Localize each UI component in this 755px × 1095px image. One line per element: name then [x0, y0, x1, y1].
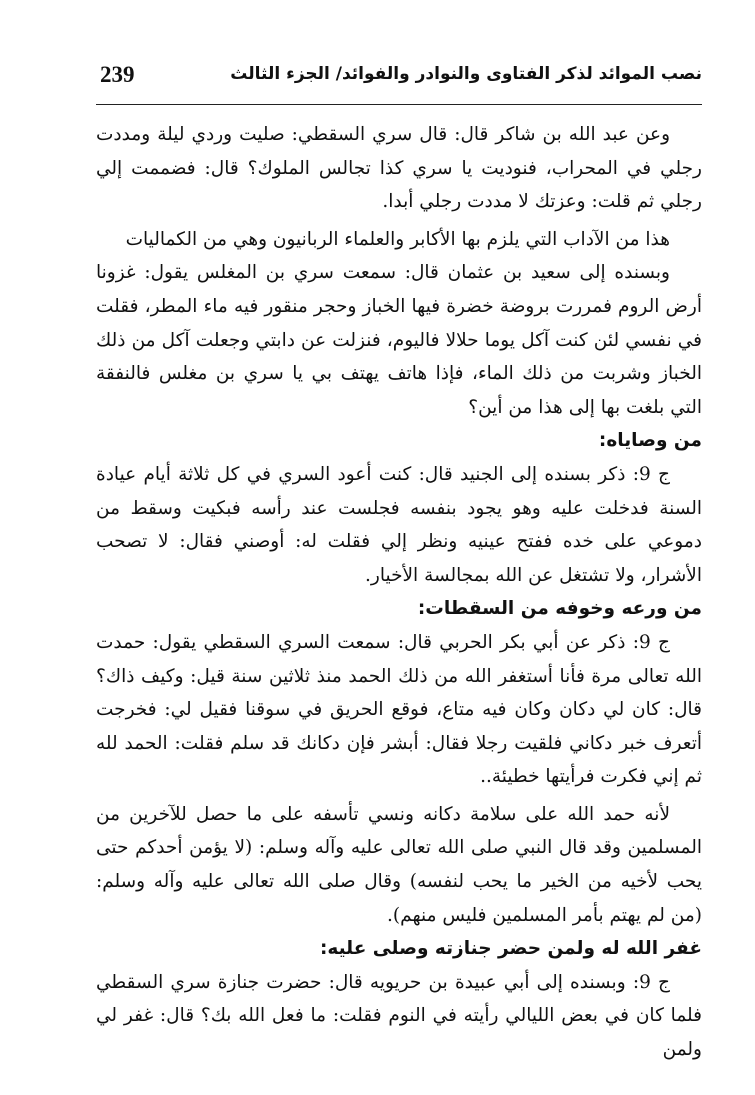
volume-prefix: ج	[658, 971, 670, 993]
page-body	[96, 118, 702, 1067]
paragraph-junayd	[96, 458, 702, 592]
page-number: 239	[100, 62, 135, 87]
volume-number: 9	[638, 631, 651, 653]
running-title: نصب الموائد لذكر الفتاوى والنوادر والفوائد/ الجزء الثالث	[230, 64, 702, 84]
paragraph-abdullah-ibn-shakir: وعن عبد الله بن شاكر قال: قال سري السقطي: صليت وردي ليلة ومددت رجلي في المحراب، فنوديت يا سري كذا تجالس الملوك؟ قال: فضممت إلي رجلي ثم قلت: وعزتك لا مددت رجلي أبدا.	[96, 124, 702, 213]
page-header	[96, 60, 702, 100]
paragraph-text: : ذكر بسنده إلى الجنيد قال: كنت أعود السري في كل ثلاثة أيام عيادة السنة فدخلت عليه وهو يجود بنفسه فجلست عند رأسه فبكيت وسقط من دموعي على خده ففتح عينيه ونظر إلي فقلت له: أوصني فقال: لا تصحب الأشرار، ولا تشتغل عن الله بمجالسة الأخيار.	[96, 463, 702, 586]
paragraph-text: : وبسنده إلى أبي عبيدة بن حريويه قال: حضرت جنازة سري السقطي فلما كان في بعض الليالي رأيته في النوم فقلت: ما فعل الله بك؟ قال: غفر لي ولمن	[96, 971, 702, 1061]
paragraph-etiquette: هذا من الآداب التي يلزم بها الأكابر والعلماء الربانيون وهي من الكماليات	[125, 228, 670, 250]
volume-number: 9	[638, 463, 651, 485]
volume-prefix: ج	[658, 463, 670, 485]
paragraph-commentary: لأنه حمد الله على سلامة دكانه ونسي تأسفه على ما حصل للآخرين من المسلمين وقد قال النبي صلى الله تعالى عليه وآله وسلم: (لا يؤمن أحدكم حتى يحب لأخيه من الخير ما يحب لنفسه) وقال صلى الله تعالى عليه وآله وسلم: (من لم يهتم بأمر المسلمين فليس منهم).	[96, 803, 702, 926]
header-divider	[96, 104, 702, 105]
paragraph-abu-bakr-harbi	[96, 626, 702, 794]
volume-prefix: ج	[658, 631, 670, 653]
paragraph-text: : ذكر عن أبي بكر الحربي قال: سمعت السري السقطي يقول: حمدت الله تعالى مرة فأنا أستغفر الله من ذلك الحمد منذ ثلاثين سنة قيل: وكيف ذاك؟ قال: كان لي دكان وكان فيه متاع، فوقع الحريق في سوقنا فقيل لي: فخرجت أتعرف خبر دكاني فلقيت رجلا فقال: أبشر فإن دكانك قد سلم فقلت: الحمد لله ثم إني فكرت فرأيتها خطيئة..	[96, 631, 702, 788]
paragraph-abu-ubayda	[96, 966, 702, 1067]
paragraph-said-ibn-uthman: وبسنده إلى سعيد بن عثمان قال: سمعت سري بن المغلس يقول: غزونا أرض الروم فمررت بروضة خضرة فيها الخباز وحجر منقور فيه ماء المطر، فقلت في نفسي لئن كنت آكل يوما حلالا فاليوم، فنزلت عن دابتي وجعلت آكل من ذلك الخباز وشربت من ذلك الماء، فإذا هاتف يهتف بي يا سري بن مغلس فالنفقة التي بلغت بها إلى هذا من أين؟	[96, 262, 702, 418]
section-heading-forgiveness: غفر الله له ولمن حضر جنازته وصلى عليه:	[320, 938, 702, 960]
section-heading-piety: من ورعه وخوفه من السقطات:	[417, 598, 702, 620]
volume-number: 9	[639, 971, 651, 993]
section-heading-counsels: من وصاياه:	[598, 430, 702, 452]
